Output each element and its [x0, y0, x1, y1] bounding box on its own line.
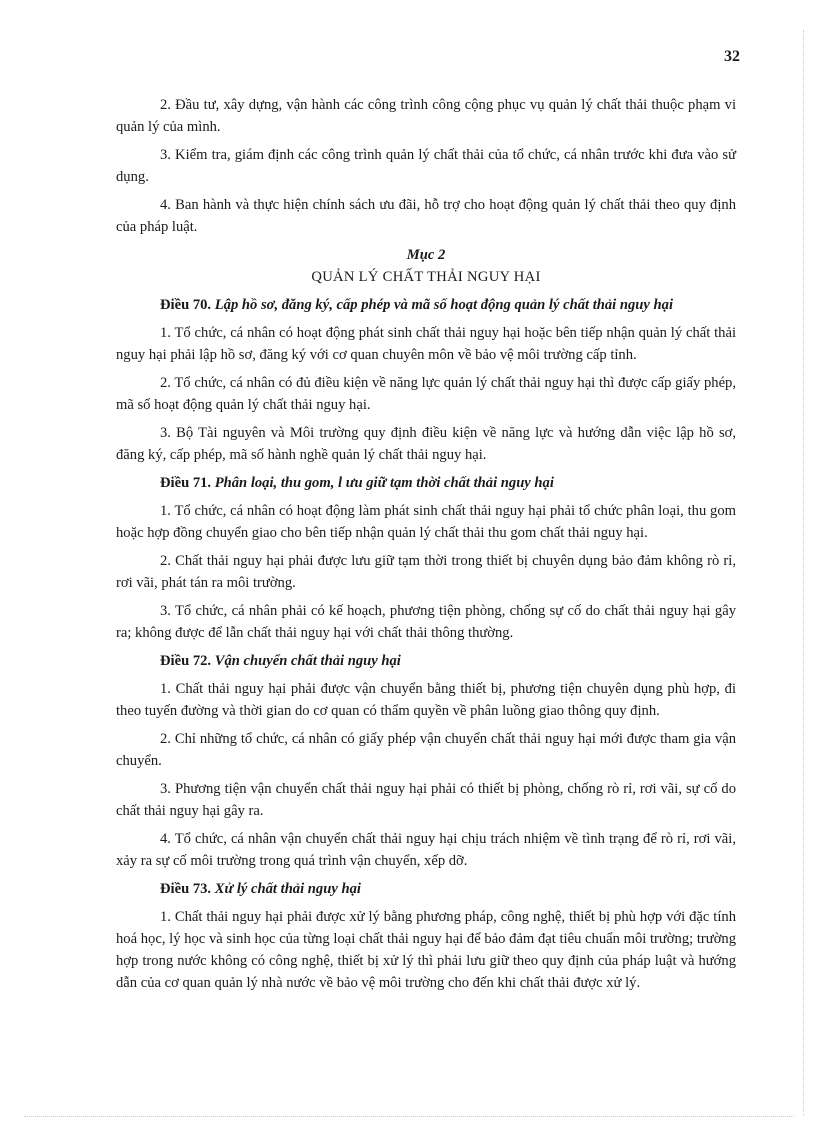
article-title: Vận chuyển chất thải nguy hại: [214, 653, 401, 669]
article-paragraph: 4. Tổ chức, cá nhân vận chuyển chất thải nguy hại chịu trách nhiệm về tình trạng để rò rỉ, rơi vãi, xảy ra sự cố môi trường trong quá trình vận chuyển, xếp dỡ.: [116, 831, 736, 869]
intro-paragraph: 2. Đầu tư, xây dựng, vận hành các công trình công cộng phục vụ quản lý chất thải thuộc phạm vi quản lý của mình.: [116, 97, 736, 135]
intro-paragraph: 4. Ban hành và thực hiện chính sách ưu đãi, hỗ trợ cho hoạt động quản lý chất thải theo quy định của pháp luật.: [116, 197, 736, 235]
page-edge-bottom: [24, 1116, 794, 1117]
article-paragraph: 2. Tổ chức, cá nhân có đủ điều kiện về năng lực quản lý chất thải nguy hại thì được cấp giấy phép, mã số hoạt động quản lý chất thải nguy hại.: [116, 375, 736, 413]
article-heading: [116, 650, 736, 672]
article-paragraph: 2. Chất thải nguy hại phải được lưu giữ tạm thời trong thiết bị chuyên dụng bảo đảm không rò rỉ, rơi vãi, phát tán ra môi trường.: [116, 553, 736, 591]
article-heading: [116, 472, 736, 494]
article-paragraph: 1. Chất thải nguy hại phải được vận chuyển bằng thiết bị, phương tiện chuyên dụng phù hợp, đi theo tuyến đường và thời gian do cơ quan có thẩm quyền về phân luồng giao thông quy định.: [116, 681, 736, 719]
section-subtitle: QUẢN LÝ CHẤT THẢI NGUY HẠI: [311, 269, 541, 285]
page-number: 32: [724, 48, 740, 65]
article-heading: [116, 878, 736, 900]
article-number: Điều 72.: [160, 653, 212, 669]
article-title: Lập hồ sơ, đăng ký, cấp phép và mã số hoạt động quản lý chất thải nguy hại: [214, 297, 673, 313]
article-paragraph: 3. Phương tiện vận chuyển chất thải nguy hại phải có thiết bị phòng, chống rò rỉ, rơi vãi, sự cố do chất thải nguy hại gây ra.: [116, 781, 736, 819]
article-title: Xử lý chất thải nguy hại: [214, 881, 361, 897]
article-paragraph: 1. Tổ chức, cá nhân có hoạt động làm phát sinh chất thải nguy hại phải tổ chức phân loại, thu gom hoặc hợp đồng chuyển giao cho bên tiếp nhận quản lý chất thải thu gom chất thải nguy hại.: [116, 503, 736, 541]
article-paragraph: 2. Chỉ những tổ chức, cá nhân có giấy phép vận chuyển chất thải nguy hại mới được tham gia vận chuyển.: [116, 731, 736, 769]
article-paragraph: 3. Bộ Tài nguyên và Môi trường quy định điều kiện về năng lực và hướng dẫn việc lập hồ sơ, đăng ký, cấp phép, mã số hành nghề quản lý chất thải nguy hại.: [116, 425, 736, 463]
article-paragraph: 1. Tổ chức, cá nhân có hoạt động phát sinh chất thải nguy hại hoặc bên tiếp nhận quản lý chất thải nguy hại phải lập hồ sơ, đăng ký với cơ quan chuyên môn về bảo vệ môi trường cấp tỉnh.: [116, 325, 736, 363]
page-edge-right: [803, 30, 804, 1116]
article-number: Điều 73.: [160, 881, 212, 897]
article-number: Điều 70.: [160, 297, 212, 313]
document-body: [116, 94, 736, 1000]
article-number: Điều 71.: [160, 475, 212, 491]
article-title: Phân loại, thu gom, l ưu giữ tạm thời chất thải nguy hại: [214, 475, 554, 491]
article-heading: [116, 294, 736, 316]
intro-paragraph: 3. Kiểm tra, giám định các công trình quản lý chất thải của tổ chức, cá nhân trước khi đưa vào sử dụng.: [116, 147, 736, 185]
article-paragraph: 1. Chất thải nguy hại phải được xử lý bằng phương pháp, công nghệ, thiết bị phù hợp với đặc tính hoá học, lý học và sinh học của từng loại chất thải nguy hại để bảo đảm đạt tiêu chuẩn môi trường; trường hợp trong nước không có công nghệ, thiết bị xử lý thì phải lưu giữ theo quy định của pháp luật và hướng dẫn của cơ quan quản lý nhà nước về bảo vệ môi trường cho đến khi chất thải được xử lý.: [116, 909, 736, 991]
article-paragraph: 3. Tổ chức, cá nhân phải có kế hoạch, phương tiện phòng, chống sự cố do chất thải nguy hại gây ra; không được để lẫn chất thải nguy hại với chất thải thông thường.: [116, 603, 736, 641]
section-title: Mục 2: [406, 247, 446, 263]
